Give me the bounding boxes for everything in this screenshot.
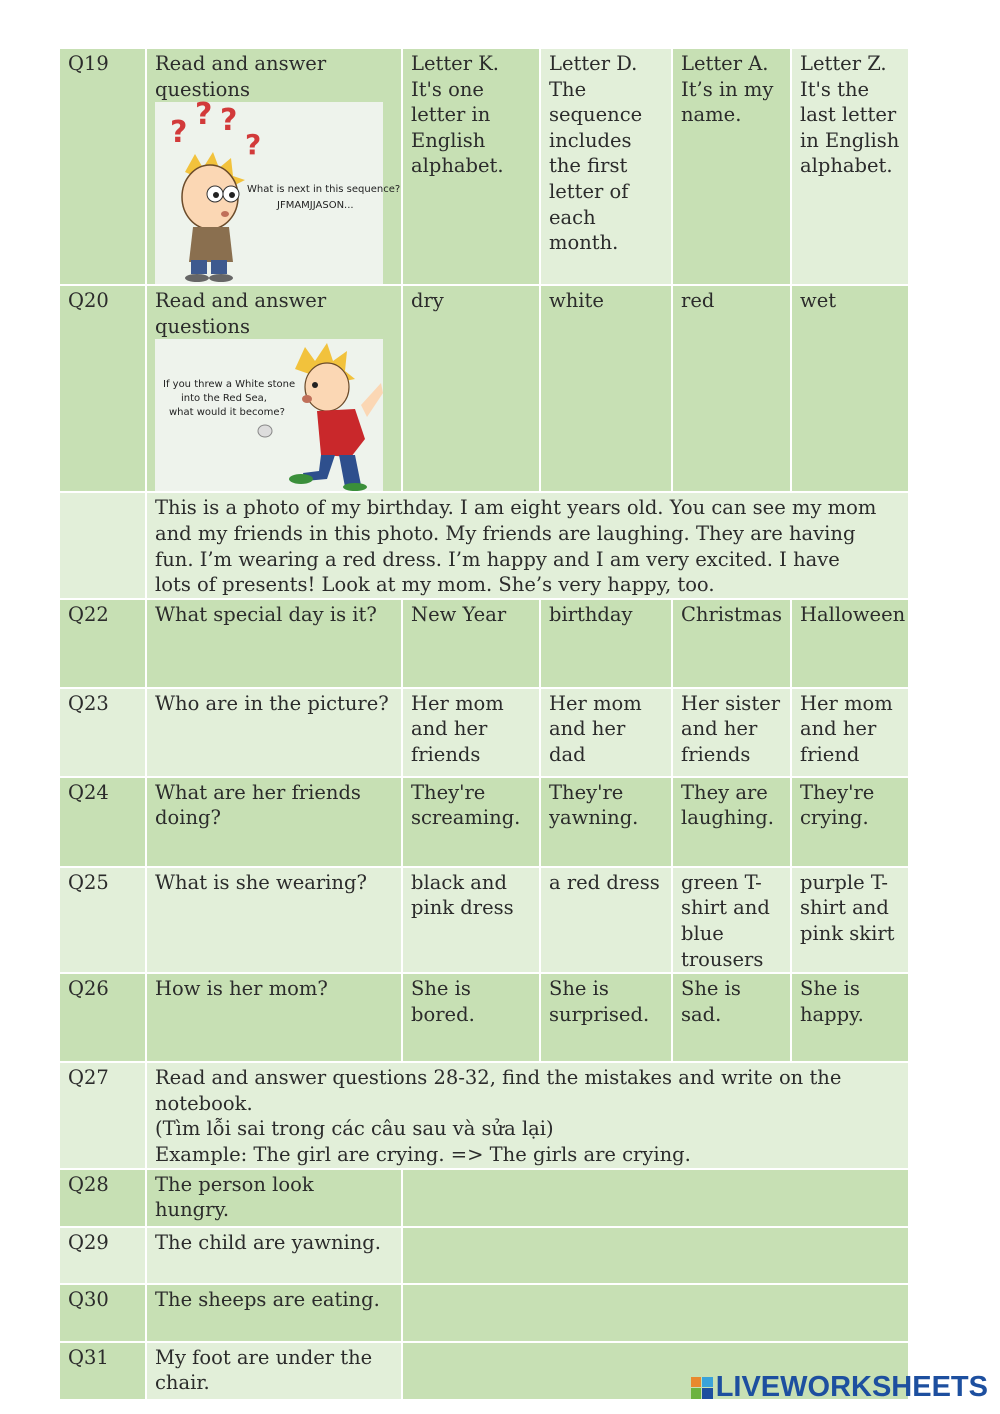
answer-field[interactable] xyxy=(402,1169,909,1227)
question-text: How is her mom? xyxy=(146,973,402,1062)
question-row-q22 xyxy=(59,599,909,688)
question-number: Q23 xyxy=(59,688,146,777)
question-number: Q26 xyxy=(59,973,146,1062)
option-d[interactable]: Letter Z. It's the last letter in English alphabet. xyxy=(791,48,909,285)
logo-squares-icon xyxy=(691,1377,713,1399)
question-text: What are her friends doing? xyxy=(146,777,402,867)
logo-text: LIVEWORKSHEETS xyxy=(715,1371,988,1403)
option-b[interactable]: white xyxy=(540,285,672,492)
answer-field[interactable] xyxy=(402,1227,909,1284)
question-row-q27 xyxy=(59,1062,909,1168)
option-d[interactable]: She is happy. xyxy=(791,973,909,1062)
question-number: Q31 xyxy=(59,1342,146,1400)
question-row-q26 xyxy=(59,973,909,1062)
question-number: Q20 xyxy=(59,285,146,492)
instruction-example: Example: The girl are crying. => The girls are crying. xyxy=(155,1142,691,1166)
question-row-q25 xyxy=(59,867,909,973)
running-boy-image xyxy=(155,339,383,491)
option-c[interactable]: Her sister and her friends xyxy=(672,688,791,777)
answer-field[interactable] xyxy=(402,1284,909,1342)
question-text: Read and answer questions xyxy=(155,289,327,338)
question-number: Q24 xyxy=(59,777,146,867)
image-caption: JFMAMJJASON... xyxy=(277,200,354,212)
instruction-line-vietnamese: (Tìm lỗi sai trong các câu sau và sửa lại) xyxy=(155,1117,554,1141)
question-number: Q29 xyxy=(59,1227,146,1284)
liveworksheets-logo xyxy=(691,1371,988,1404)
option-c[interactable]: green T-shirt and blue trousers xyxy=(672,867,791,973)
svg-text:?: ? xyxy=(170,115,188,151)
option-c[interactable]: red xyxy=(672,285,791,492)
question-number: Q25 xyxy=(59,867,146,973)
question-row-q28 xyxy=(59,1169,909,1227)
option-c[interactable]: Letter A. It’s in my name. xyxy=(672,48,791,285)
image-caption: What is next in this sequence? xyxy=(247,184,401,196)
option-a[interactable]: They're screaming. xyxy=(402,777,540,867)
option-b[interactable]: She is surprised. xyxy=(540,973,672,1062)
svg-text:?: ? xyxy=(245,128,262,162)
option-a[interactable]: Letter K. It's one letter in English alphabet. xyxy=(402,48,540,285)
question-row-q29 xyxy=(59,1227,909,1284)
question-number: Q19 xyxy=(59,48,146,285)
error-sentence: My foot are under the chair. xyxy=(146,1342,402,1400)
option-c[interactable]: She is sad. xyxy=(672,973,791,1062)
error-sentence: The sheeps are eating. xyxy=(146,1284,402,1342)
reading-passage: This is a photo of my birthday. I am eight years old. You can see my mom and my friends in this photo. My friends are laughing. They are having fun. I’m wearing a red dress. I’m happy and I am very excited. I have lots of presents! Look at my mom. She’s very happy, too. xyxy=(146,492,909,598)
question-row-q23 xyxy=(59,688,909,777)
question-text: Who are in the picture? xyxy=(146,688,402,777)
instructions-cell xyxy=(146,1062,909,1168)
question-cell xyxy=(146,48,402,285)
option-b[interactable]: Her mom and her dad xyxy=(540,688,672,777)
question-cell xyxy=(146,285,402,492)
option-a[interactable]: Her mom and her friends xyxy=(402,688,540,777)
worksheet-table xyxy=(58,47,910,1401)
option-b[interactable]: Letter D. The sequence includes the first letter of each month. xyxy=(540,48,672,285)
option-b[interactable]: They're yawning. xyxy=(540,777,672,867)
question-number: Q30 xyxy=(59,1284,146,1342)
question-text: Read and answer questions xyxy=(155,52,327,101)
question-text: What is she wearing? xyxy=(146,867,402,973)
option-a[interactable]: dry xyxy=(402,285,540,492)
question-number: Q27 xyxy=(59,1062,146,1168)
option-d[interactable]: purple T-shirt and pink skirt xyxy=(791,867,909,973)
option-b[interactable]: birthday xyxy=(540,599,672,688)
image-caption: what would it become? xyxy=(169,407,285,419)
image-caption: If you threw a White stone xyxy=(163,379,296,391)
question-row-q24 xyxy=(59,777,909,867)
svg-text:?: ? xyxy=(220,103,238,139)
error-sentence: The child are yawning. xyxy=(146,1227,402,1284)
option-d[interactable]: Halloween xyxy=(791,599,909,688)
option-a[interactable]: New Year xyxy=(402,599,540,688)
option-a[interactable]: She is bored. xyxy=(402,973,540,1062)
image-caption: into the Red Sea, xyxy=(181,393,267,405)
option-d[interactable]: wet xyxy=(791,285,909,492)
reading-passage-row xyxy=(59,492,909,598)
option-b[interactable]: a red dress xyxy=(540,867,672,973)
option-d[interactable]: Her mom and her friend xyxy=(791,688,909,777)
option-a[interactable]: black and pink dress xyxy=(402,867,540,973)
question-number: Q22 xyxy=(59,599,146,688)
question-row-q20 xyxy=(59,285,909,492)
option-c[interactable]: Christmas xyxy=(672,599,791,688)
question-row-q19 xyxy=(59,48,909,285)
question-row-q30 xyxy=(59,1284,909,1342)
confused-boy-image xyxy=(155,97,401,284)
error-sentence: The person look hungry. xyxy=(146,1169,402,1227)
empty-number-cell xyxy=(59,492,146,598)
option-d[interactable]: They're crying. xyxy=(791,777,909,867)
question-text: What special day is it? xyxy=(146,599,402,688)
instruction-line: Read and answer questions 28-32, find the mistakes and write on the notebook. xyxy=(155,1066,842,1115)
question-number: Q28 xyxy=(59,1169,146,1227)
svg-text:?: ? xyxy=(195,97,213,133)
option-c[interactable]: They are laughing. xyxy=(672,777,791,867)
